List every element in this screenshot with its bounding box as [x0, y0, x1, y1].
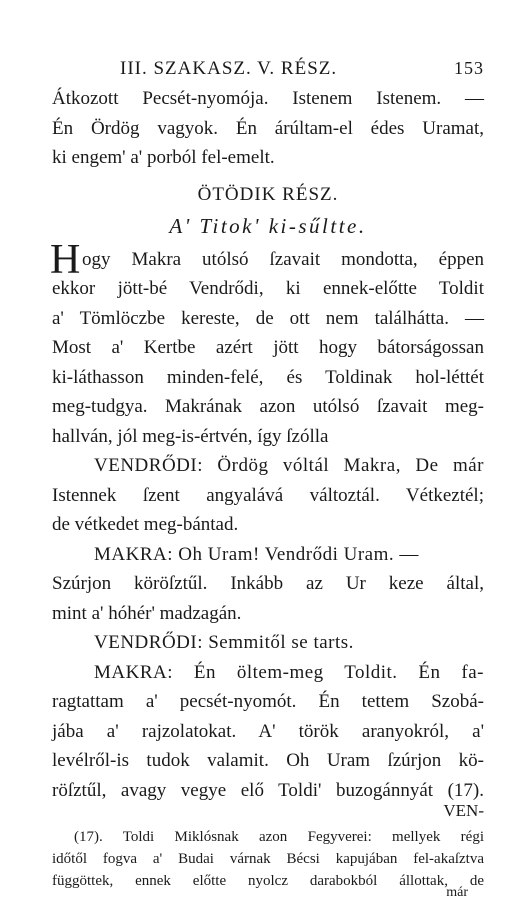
book-page — [52, 52, 484, 900]
running-head — [52, 52, 484, 84]
text-line: VENDRŐDI: Ördög vóltál Makra, De már — [94, 455, 484, 476]
text-line: jába a' rajzolatokat. A' török aranyokról, a' — [52, 720, 484, 742]
text-line: levélről-is tudok valamit. Oh Uram ſzúrjon kö- — [52, 750, 484, 771]
text-line: VENDRŐDI: Semmitől se tarts. — [94, 632, 354, 653]
text-line: Szúrjon köröſztűl. Inkább az Ur keze által, — [52, 573, 484, 594]
dialogue-makra-2 — [52, 658, 484, 806]
footnote-line: (17). Toldi Miklósnak azon Fegyverei: mellyek régi — [74, 829, 484, 845]
text-line: ragtattam a' pecsét-nyomót. Én tettem Szobá- — [52, 691, 484, 712]
text-line: MAKRA: Én öltem-meg Toldit. Én fa- — [94, 661, 484, 683]
section-subtitle: A' Titok' ki-sűltte. — [169, 213, 367, 238]
text-line: Én Ördög vagyok. Én árúltam-el édes Uramat, — [52, 117, 484, 139]
drop-cap: H — [50, 236, 81, 283]
text-line: Most a' Kertbe azért jött hogy bátorságossan — [52, 337, 484, 358]
text-line: ki-láthasson minden-felé, és Toldinak hol-léttét — [52, 366, 484, 388]
dialogue-vendrodi-1 — [52, 451, 484, 540]
text-line: MAKRA: Oh Uram! Vendrődi Uram. — — [94, 543, 419, 565]
page-number: 153 — [454, 58, 484, 78]
text-line: ogy Makra utólsó ſzavait mondotta, éppen — [82, 248, 484, 270]
text-line: de vétkedet meg-bántad. — [52, 514, 239, 535]
text-line: a' Tömlöczbe kereste, de ott nem találhátta. — — [52, 307, 484, 329]
text-line: röſztűl, avagy vegye elő Toldi' buzogánnyát (17). — [52, 779, 484, 801]
footnote-line: már — [446, 885, 468, 900]
text-line: Átkozott Pecsét-nyomója. Istenem Istenem. — — [52, 88, 484, 109]
footnote — [52, 826, 484, 900]
dialogue-vendrodi-2 — [52, 628, 484, 658]
footnote-line: függöttek, ennek előtte nyolcz darabokból állottak, de — [52, 873, 484, 889]
previous-section-ending — [52, 84, 484, 173]
text-line: ekkor jött-bé Vendrődi, ki ennek-előtte Toldit — [52, 278, 484, 299]
text-line: meg-tudgya. Makrának azon utólsó ſzavait meg- — [52, 396, 484, 417]
running-head-title: III. SZAKASZ. V. RÉSZ. — [120, 58, 338, 79]
catchword: VEN- — [443, 801, 484, 820]
footnote-line: időtől fogva a' Budai várnak Bécsi kapujában fel-akaſztva — [52, 851, 484, 867]
text-line: ki engem' a' porból fel-emelt. — [52, 147, 275, 168]
section-heading: ÖTÖDIK RÉSZ. — [197, 183, 339, 205]
opening-paragraph — [50, 236, 484, 452]
text-line: mint a' hóhér' madzagán. — [52, 602, 242, 624]
dialogue-makra-1 — [52, 540, 484, 629]
text-line: Istennek ſzent angyalává változtál. Vétkeztél; — [52, 484, 484, 506]
text-line: hallván, jól meg-is-értvén, így ſzólla — [52, 425, 329, 447]
